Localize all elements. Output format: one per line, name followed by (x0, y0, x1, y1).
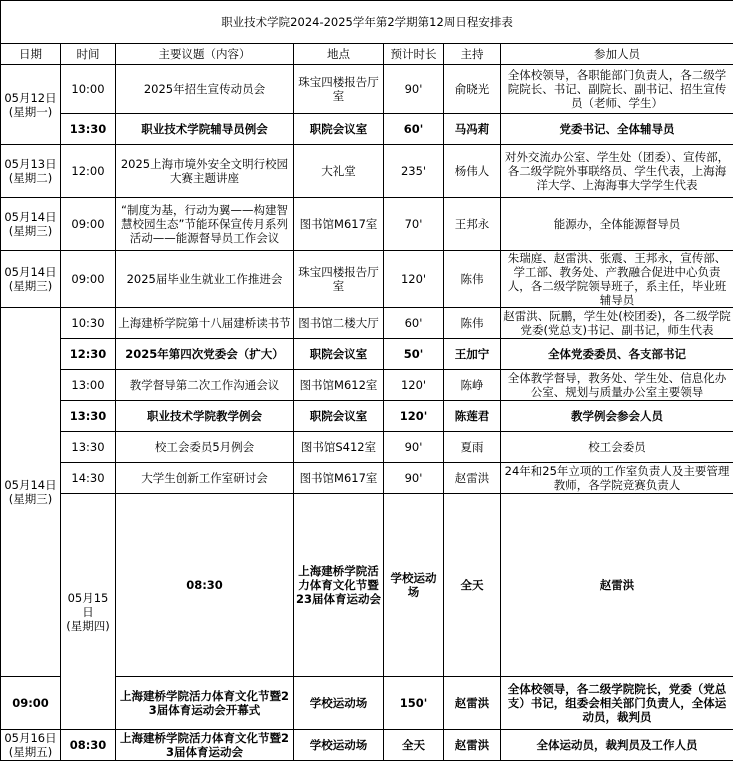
duration-cell: 60' (384, 114, 444, 145)
time-cell: 10:00 (61, 65, 116, 114)
time-cell: 13:00 (61, 370, 116, 401)
topic-cell: 教学督导第二次工作沟通会议 (116, 370, 294, 401)
schedule-rows (1, 65, 733, 761)
place-cell: 职院会议室 (294, 401, 384, 432)
date-cell: 05月14日 (星期三) (1, 251, 61, 308)
table-row (1, 401, 733, 432)
people-cell: 对外交流办公室、学生处（团委）、宣传部，各二级学院外事联络员、学生代表，上海海洋大学、上海海事大学学生代表 (501, 145, 733, 198)
duration-cell: 120' (384, 401, 444, 432)
topic-cell: 2025上海市境外安全文明行校园大赛主题讲座 (116, 145, 294, 198)
place-cell: 学校运动场 (384, 494, 444, 677)
place-cell: 图书馆M617室 (294, 198, 384, 251)
host-cell: 王邦永 (444, 198, 501, 251)
time-cell: 09:00 (1, 677, 61, 730)
topic-cell: 上海建桥学院活力体育文化节暨23届体育运动会 (294, 494, 384, 677)
people-cell: 全体运动员，裁判员及工作人员 (501, 730, 733, 761)
table-row (1, 730, 733, 761)
header-duration: 预计时长 (384, 44, 444, 65)
topic-cell: 上海建桥学院活力体育文化节暨23届体育运动会开幕式 (116, 677, 294, 730)
place-cell: 图书馆S412室 (294, 432, 384, 463)
duration-cell: 90' (384, 65, 444, 114)
topic-cell: 上海建桥学院活力体育文化节暨23届体育运动会 (116, 730, 294, 761)
people-cell: 能源办，全体能源督导员 (501, 198, 733, 251)
table-row (1, 339, 733, 370)
table-row (1, 494, 733, 677)
topic-cell: 上海建桥学院第十八届建桥读书节 (116, 308, 294, 339)
place-cell: 图书馆M617室 (294, 463, 384, 494)
header-topic: 主要议题（内容） (116, 44, 294, 65)
topic-cell: 职业技术学院辅导员例会 (116, 114, 294, 145)
host-cell: 夏雨 (444, 432, 501, 463)
people-cell: 24年和25年立项的工作室负责人及主要管理教师，各学院竞赛负责人 (501, 463, 733, 494)
place-cell: 珠宝四楼报告厅室 (294, 251, 384, 308)
people-cell: 全体校领导，各职能部门负责人，各二级学院院长、书记、副院长、副书记、招生宣传员（老师、学生） (501, 65, 733, 114)
host-cell: 陈峥 (444, 370, 501, 401)
table-row (1, 432, 733, 463)
people-cell: 全体党委委员、各支部书记 (501, 339, 733, 370)
topic-cell: 校工会委员5月例会 (116, 432, 294, 463)
table-row (1, 463, 733, 494)
topic-cell: 2025届毕业生就业工作推进会 (116, 251, 294, 308)
place-cell: 图书馆二楼大厅 (294, 308, 384, 339)
place-cell: 学校运动场 (294, 677, 384, 730)
topic-cell: 2025年第四次党委会（扩大） (116, 339, 294, 370)
table-row (1, 198, 733, 251)
date-cell: 05月14日 (星期三) (1, 308, 61, 677)
host-cell: 杨伟人 (444, 145, 501, 198)
host-cell: 马冯莉 (444, 114, 501, 145)
host-cell: 王加宁 (444, 339, 501, 370)
header-host: 主持 (444, 44, 501, 65)
duration-cell: 60' (384, 308, 444, 339)
place-cell: 珠宝四楼报告厅室 (294, 65, 384, 114)
topic-cell: 2025年招生宣传动员会 (116, 65, 294, 114)
date-cell: 05月13日 (星期二) (1, 145, 61, 198)
time-cell: 13:30 (61, 401, 116, 432)
duration-cell: 120' (384, 370, 444, 401)
people-cell: 校工会委员 (501, 432, 733, 463)
host-cell: 陈伟 (444, 251, 501, 308)
duration-cell: 120' (384, 251, 444, 308)
place-cell: 大礼堂 (294, 145, 384, 198)
date-cell: 05月14日 (星期三) (1, 198, 61, 251)
time-cell: 12:30 (61, 339, 116, 370)
duration-cell: 90' (384, 463, 444, 494)
place-cell: 图书馆M612室 (294, 370, 384, 401)
duration-cell: 150' (384, 677, 444, 730)
table-row (1, 251, 733, 308)
topic-cell: 职业技术学院教学例会 (116, 401, 294, 432)
topic-cell: 大学生创新工作室研讨会 (116, 463, 294, 494)
duration-cell: 90' (384, 432, 444, 463)
table-row (1, 65, 733, 114)
topic-cell: “制度为基，行动为翼——构建智慧校园生态”节能环保宣传月系列活动——能源督导员工作会议 (116, 198, 294, 251)
time-cell: 08:30 (116, 494, 294, 677)
time-cell: 10:30 (61, 308, 116, 339)
host-cell: 俞晓光 (444, 65, 501, 114)
header-people: 参加人员 (501, 44, 733, 65)
people-cell: 朱瑞庭、赵雷洪、张震、王邦永，宣传部、学工部、教务处、产教融合促进中心负责人，各二级学院领导班子，系主任，毕业班辅导员 (501, 251, 733, 308)
people-cell: 党委书记、全体辅导员 (501, 114, 733, 145)
table-row (1, 114, 733, 145)
duration-cell: 70' (384, 198, 444, 251)
header-date: 日期 (1, 44, 61, 65)
host-cell: 赵雷洪 (444, 677, 501, 730)
people-cell: 全体教学督导，教务处、学生处、信息化办公室、规划与质量办公室主要领导 (501, 370, 733, 401)
place-cell: 职院会议室 (294, 339, 384, 370)
people-cell: 教学例会参会人员 (501, 401, 733, 432)
host-cell: 赵雷洪 (444, 730, 501, 761)
date-cell: 05月15日 (星期四) (61, 494, 116, 730)
time-cell: 13:30 (61, 432, 116, 463)
time-cell: 09:00 (61, 251, 116, 308)
host-cell: 陈莲君 (444, 401, 501, 432)
time-cell: 13:30 (61, 114, 116, 145)
time-cell: 09:00 (61, 198, 116, 251)
host-cell: 赵雷洪 (501, 494, 733, 677)
duration-cell: 全天 (444, 494, 501, 677)
table-row (1, 308, 733, 339)
time-cell: 08:30 (61, 730, 116, 761)
header-time: 时间 (61, 44, 116, 65)
host-cell: 陈伟 (444, 308, 501, 339)
time-cell: 14:30 (61, 463, 116, 494)
duration-cell: 全天 (384, 730, 444, 761)
duration-cell: 235' (384, 145, 444, 198)
people-cell: 赵雷洪、阮鹏，学生处(校团委)，各二级学院党委(党总支)书记、副书记，师生代表 (501, 308, 733, 339)
table-row (1, 370, 733, 401)
header-place: 地点 (294, 44, 384, 65)
date-cell: 05月12日 (星期一) (1, 65, 61, 145)
date-cell: 05月16日 (星期五) (1, 730, 61, 761)
host-cell: 赵雷洪 (444, 463, 501, 494)
time-cell: 12:00 (61, 145, 116, 198)
place-cell: 学校运动场 (294, 730, 384, 761)
table-title: 职业技术学院2024-2025学年第2学期第12周日程安排表 (1, 1, 733, 44)
duration-cell: 50' (384, 339, 444, 370)
people-cell: 全体校领导，各二级学院院长，党委（党总支）书记，组委会相关部门负责人，全体运动员，裁判员 (501, 677, 733, 730)
table-row (1, 145, 733, 198)
place-cell: 职院会议室 (294, 114, 384, 145)
